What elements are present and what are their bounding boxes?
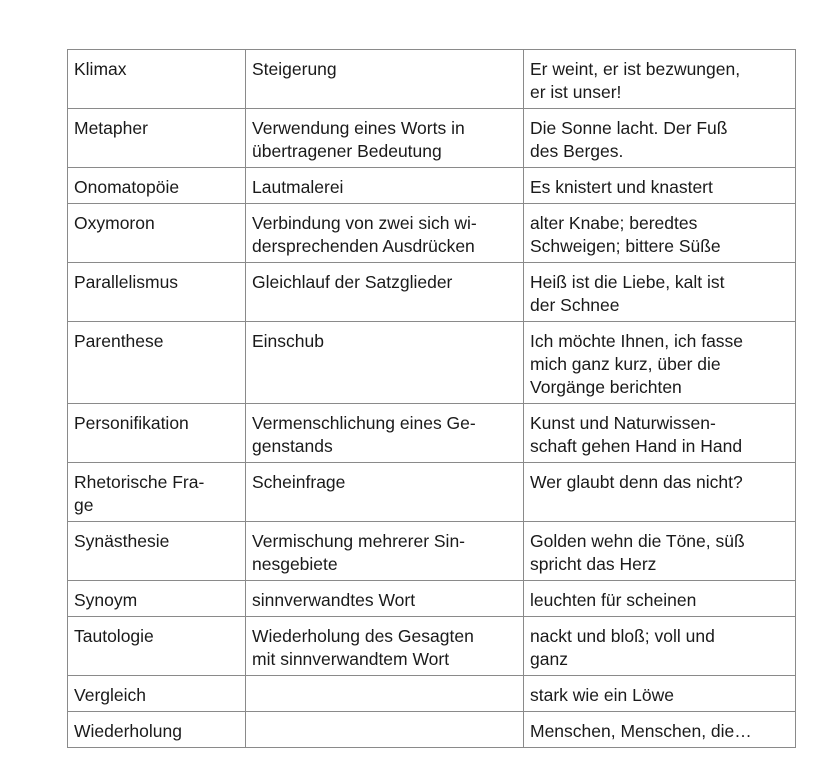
term-cell xyxy=(68,712,246,748)
definition-cell-line: Scheinfrage xyxy=(252,472,346,492)
term-cell xyxy=(68,109,246,168)
example-cell-line: mich ganz kurz, über die xyxy=(530,354,721,374)
table-row xyxy=(68,712,796,748)
definition-cell xyxy=(246,581,524,617)
definition-cell-line: Gleichlauf der Satzglieder xyxy=(252,272,453,292)
example-cell-line: Ich möchte Ihnen, ich fasse xyxy=(530,331,744,351)
table-row xyxy=(68,168,796,204)
example-cell-line: spricht das Herz xyxy=(530,554,657,574)
example-cell-line: der Schnee xyxy=(530,295,620,315)
example-cell-line: leuchten für scheinen xyxy=(530,590,697,610)
definition-cell-line: dersprechenden Ausdrücken xyxy=(252,236,475,256)
definition-cell xyxy=(246,522,524,581)
example-cell-line: des Berges. xyxy=(530,141,624,161)
example-cell-line: Vorgänge berichten xyxy=(530,377,682,397)
example-cell-line: Menschen, Menschen, die… xyxy=(530,721,752,741)
example-cell xyxy=(524,676,796,712)
example-cell xyxy=(524,263,796,322)
definition-cell-line: Vermenschlichung eines Ge- xyxy=(252,413,476,433)
definition-cell xyxy=(246,168,524,204)
definition-cell xyxy=(246,712,524,748)
definition-cell-line: Verbindung von zwei sich wi- xyxy=(252,213,477,233)
definition-cell-line: Verwendung eines Worts in xyxy=(252,118,465,138)
example-cell xyxy=(524,522,796,581)
term-cell-line: Personifikation xyxy=(74,413,189,433)
example-cell-line: nackt und bloß; voll und xyxy=(530,626,715,646)
example-cell xyxy=(524,463,796,522)
table-row xyxy=(68,109,796,168)
example-cell xyxy=(524,322,796,404)
example-cell xyxy=(524,581,796,617)
example-cell xyxy=(524,109,796,168)
example-cell xyxy=(524,617,796,676)
term-cell-line: Tautologie xyxy=(74,626,154,646)
term-cell-line: Rhetorische Fra- xyxy=(74,472,205,492)
term-cell-line: Klimax xyxy=(74,59,127,79)
term-cell xyxy=(68,263,246,322)
term-cell xyxy=(68,50,246,109)
term-cell-line: Parenthese xyxy=(74,331,164,351)
term-cell-line: Oxymoron xyxy=(74,213,155,233)
definition-cell xyxy=(246,463,524,522)
definition-cell xyxy=(246,404,524,463)
table-row xyxy=(68,204,796,263)
term-cell xyxy=(68,522,246,581)
term-cell xyxy=(68,581,246,617)
term-cell xyxy=(68,204,246,263)
example-cell-line: schaft gehen Hand in Hand xyxy=(530,436,743,456)
example-cell xyxy=(524,204,796,263)
definition-cell xyxy=(246,676,524,712)
term-cell xyxy=(68,322,246,404)
definition-cell xyxy=(246,263,524,322)
example-cell xyxy=(524,50,796,109)
definition-cell xyxy=(246,50,524,109)
term-cell xyxy=(68,463,246,522)
example-cell-line: Golden wehn die Töne, süß xyxy=(530,531,745,551)
table-row xyxy=(68,263,796,322)
definition-cell-line: nesgebiete xyxy=(252,554,338,574)
definition-cell-line: Einschub xyxy=(252,331,324,351)
example-cell-line: stark wie ein Löwe xyxy=(530,685,674,705)
table-row xyxy=(68,463,796,522)
example-cell-line: Schweigen; bittere Süße xyxy=(530,236,721,256)
example-cell-line: Wer glaubt denn das nicht? xyxy=(530,472,743,492)
table-row xyxy=(68,50,796,109)
term-cell xyxy=(68,404,246,463)
example-cell-line: Kunst und Naturwissen- xyxy=(530,413,716,433)
definition-cell-line: sinnverwandtes Wort xyxy=(252,590,416,610)
example-cell-line: ganz xyxy=(530,649,568,669)
example-cell xyxy=(524,712,796,748)
term-cell-line: Synästhesie xyxy=(74,531,170,551)
definition-cell-line: genstands xyxy=(252,436,333,456)
table-row xyxy=(68,676,796,712)
definition-cell xyxy=(246,617,524,676)
term-cell xyxy=(68,676,246,712)
definition-cell-line: Steigerung xyxy=(252,59,337,79)
example-cell-line: Es knistert und knastert xyxy=(530,177,713,197)
term-cell-line: Parallelismus xyxy=(74,272,179,292)
term-cell xyxy=(68,617,246,676)
rhetorical-figures-table xyxy=(67,49,796,748)
definition-cell-line: Wiederholung des Gesagten xyxy=(252,626,474,646)
table-row xyxy=(68,617,796,676)
example-cell xyxy=(524,404,796,463)
definition-cell-line: übertragener Bedeutung xyxy=(252,141,442,161)
example-cell-line: Die Sonne lacht. Der Fuß xyxy=(530,118,728,138)
example-cell-line: er ist unser! xyxy=(530,82,622,102)
definition-cell xyxy=(246,204,524,263)
definition-cell xyxy=(246,109,524,168)
example-cell-line: alter Knabe; beredtes xyxy=(530,213,698,233)
definition-cell xyxy=(246,322,524,404)
term-cell xyxy=(68,168,246,204)
definition-cell-line: Vermischung mehrerer Sin- xyxy=(252,531,465,551)
table-row xyxy=(68,581,796,617)
table-row xyxy=(68,522,796,581)
term-cell-line: Onomatopöie xyxy=(74,177,180,197)
term-cell-line: Synoym xyxy=(74,590,138,610)
table-body xyxy=(68,50,796,748)
term-cell-line: ge xyxy=(74,495,94,515)
definition-cell-line: mit sinnverwandtem Wort xyxy=(252,649,450,669)
example-cell xyxy=(524,168,796,204)
definition-cell-line: Lautmalerei xyxy=(252,177,344,197)
example-cell-line: Er weint, er ist bezwungen, xyxy=(530,59,741,79)
example-cell-line: Heiß ist die Liebe, kalt ist xyxy=(530,272,725,292)
term-cell-line: Wiederholung xyxy=(74,721,182,741)
table-row xyxy=(68,322,796,404)
term-cell-line: Vergleich xyxy=(74,685,146,705)
term-cell-line: Metapher xyxy=(74,118,148,138)
table-row xyxy=(68,404,796,463)
